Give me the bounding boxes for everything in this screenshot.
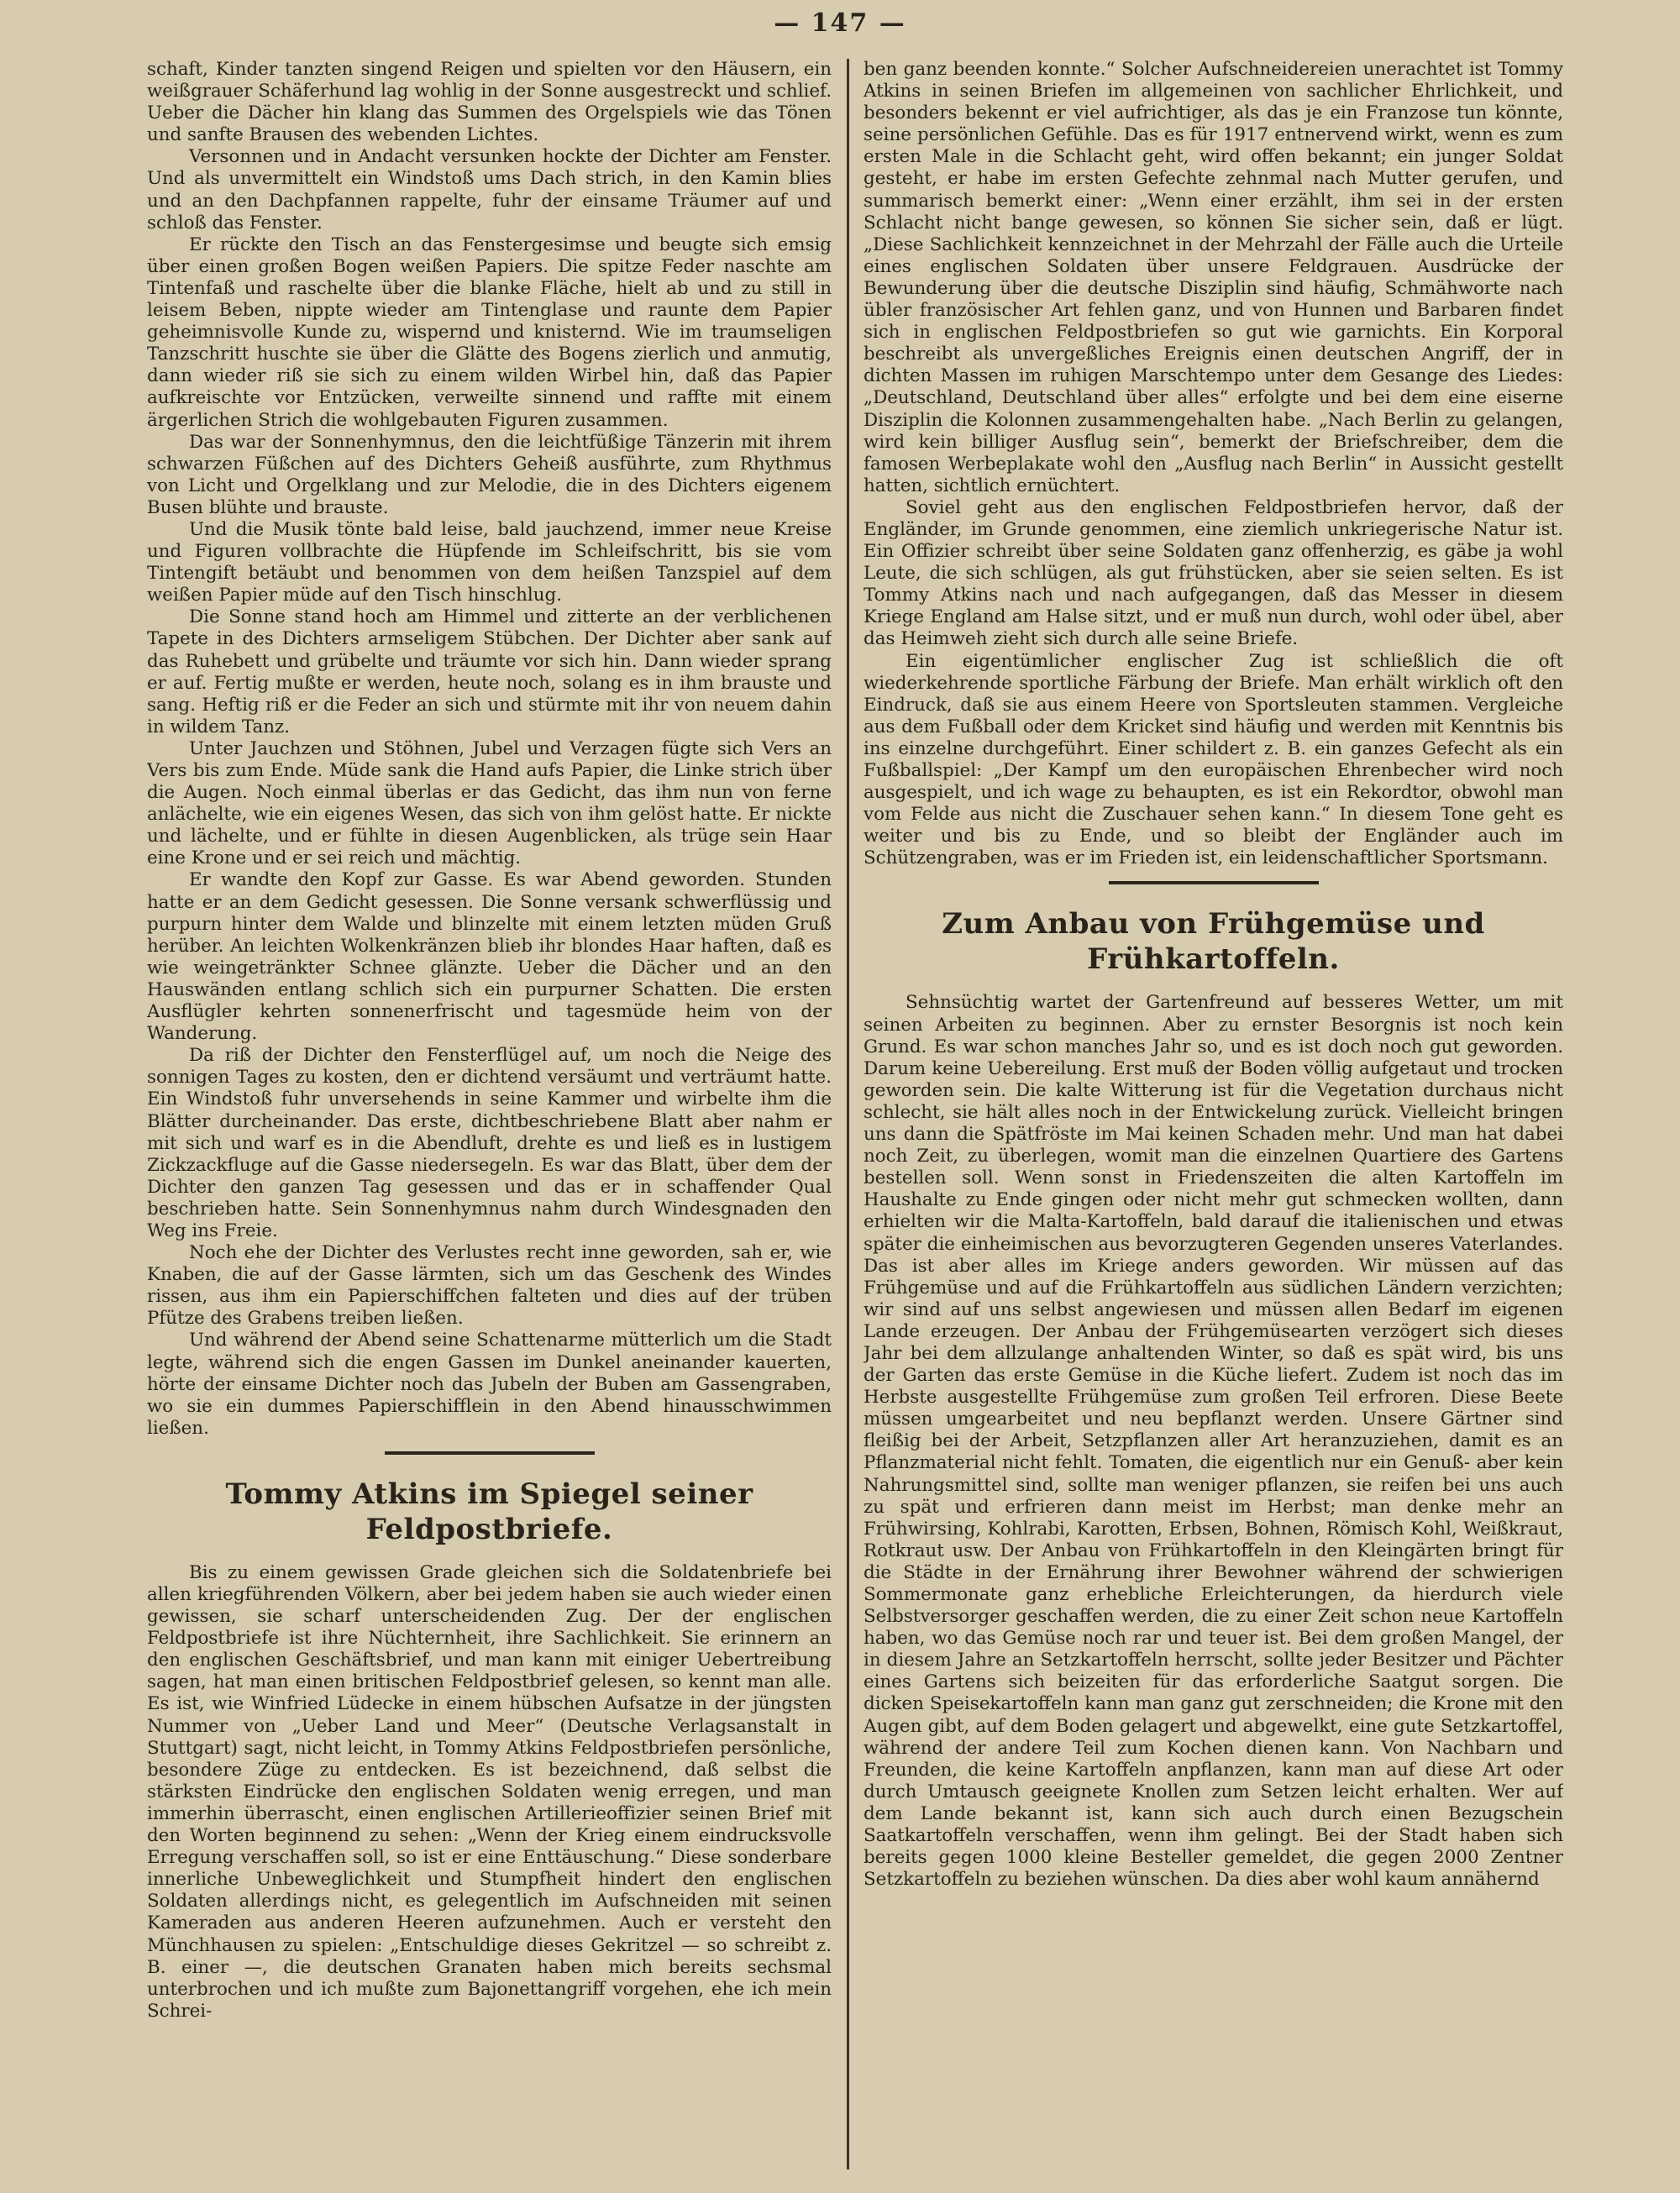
story-paragraph: Da riß der Dichter den Fensterflügel auf, um noch die Neige des sonnigen Tages zu kosten, den er dichtend versäumt und verträumt hatte. Ein Windstoß fuhr unversehends in seine Kammer und wirbelte ihm die Blätter durcheinander. Das erste, dichtbeschriebene Blatt aber nahm er mit sich und warf es in die Abendluft, drehte es und ließ es in lustigem Zickzackfluge auf die Gasse niedersegeln. Es war das Blatt, über dem der Dichter den ganzen Tag gesessen und das er in schaffender Qual beschrieben hatte. Sein Sonnenhymnus nahm durch Windesgnaden den Weg ins Freie. [147, 1045, 832, 1241]
article-paragraph: Sehnsüchtig wartet der Gartenfreund auf besseres Wetter, um mit seinen Arbeiten zu beginnen. Aber zu ernster Besorgnis ist noch kein Grund. Es war schon manches Jahr so, und es ist doch noch gut geworden. Darum keine Uebereilung. Erst muß der Boden völlig aufgetaut und trocken geworden sein. Die kalte Witterung ist für die Vegetation durchaus nicht schlecht, sie hält alles noch in der Entwickelung zurück. Vielleicht bringen uns dann die Spätfröste im Mai keinen Schaden mehr. Und man hat dabei noch Zeit, zu überlegen, womit man die einzelnen Quartiere des Gartens bestellen soll. Wenn sonst in Friedenszeiten die alten Kartoffeln im Haushalte zu Ende gingen oder nicht mehr gut schmecken wollten, dann erhielten wir die Malta-Kartoffeln, bald darauf die italienischen und etwas später die einheimischen aus bevorzugteren Gegenden unseres Vaterlandes. Das ist aber alles im Kriege anders geworden. Wir müssen auf das Frühgemüse und auf die Frühkartoffeln aus südlichen Ländern verzichten; wir sind auf uns selbst angewiesen und müssen allen Bedarf im eigenen Lande erzeugen. Der Anbau der Frühgemüsearten verzögert sich dieses Jahr bei dem allzulange anhaltenden Winter, so daß es spät wird, bis uns der Garten das erste Gemüse in die Küche liefert. Zudem ist noch das im Herbste ausgestellte Frühgemüse zum großen Teil erfroren. Diese Beete müssen umgearbeitet und neu bepflanzt werden. Unsere Gärtner sind fleißig bei der Arbeit, Setzpflanzen aller Art heranzuziehen, damit es an Pflanzmaterial nicht fehlt. Tomaten, die eigentlich nur ein Genuß- aber kein Nahrungsmittel sind, sollte man weniger pflanzen, sie reifen bei uns auch zu spät und erfrieren dann meist im Herbst; man denke mehr an Frühwirsing, Kohlrabi, Karotten, Erbsen, Bohnen, Römisch Kohl, Weißkraut, Rotkraut usw. Der Anbau von Frühkartoffeln in den Kleingärten bringt für die Städte in der Ernährung ihrer Bewohner während der schwierigen Sommermonate ganz erhebliche Erleichterungen, da hierdurch viele Selbstversorger geschaffen werden, die zu einer Zeit schon neue Kartoffeln haben, wo das Gemüse noch rar und teuer ist. Bei dem großen Mangel, der in diesem Jahre an Setzkartoffeln herrscht, sollte jeder Besitzer und Pächter eines Gartens sich beizeiten für das erforderliche Saatgut sorgen. Die dicken Speisekartoffeln kann man ganz gut zerschneiden; die Krone mit den Augen gibt, auf dem Boden gelagert und abgewelkt, eine gute Setzkartoffel, während der andere Teil zum Kochen dienen kann. Von Nachbarn und Freunden, die keine Kartoffeln anpflanzen, kann man auf diese Art oder durch Umtausch geeignete Knollen zum Setzen leicht erhalten. Wer auf dem Lande bekannt ist, kann sich auch durch einen Bezugschein Saatkartoffeln verschaffen, wenn ihm gelingt. Bei der Stadt haben sich bereits gegen 1000 kleine Besteller gemeldet, die gegen 2000 Zentner Setzkartoffeln zu beziehen wünschen. Da dies aber wohl kaum annähernd [864, 992, 1563, 1891]
story-paragraph: Unter Jauchzen und Stöhnen, Jubel und Verzagen fügte sich Vers an Vers bis zum Ende. Müde sank die Hand aufs Papier, die Linke strich über die Augen. Noch einmal überlas er das Gedicht, das ihm nun von ferne anlächelte, wie ein eigenes Wesen, das sich von ihm gelöst hatte. Er nickte und lächelte, und er fühlte in diesen Augenblicken, als trüge sein Haar eine Krone und er sei reich und mächtig. [147, 737, 832, 869]
story-paragraph: Er wandte den Kopf zur Gasse. Es war Abend geworden. Stunden hatte er an dem Gedicht gesessen. Die Sonne versank schwerflüssig und purpurn hinter dem Walde und blinzelte mit einem letzten müden Gruß herüber. An leichten Wolkenkränzen blieb ihr blondes Haar haften, daß es wie weingetränkter Schnee glänzte. Ueber die Dächer und an den Hauswänden entlang schlich sich ein purpurner Schatten. Die ersten Ausflügler kehrten sonnenerfrischt und tagesmüde heim von der Wanderung. [147, 869, 832, 1045]
article-paragraph: ben ganz beenden konnte.“ Solcher Aufschneidereien unerachtet ist Tommy Atkins in seinen Briefen im allgemeinen von sachlicher Ehrlichkeit, und besonders bekennt er viel aufrichtiger, als das je ein Franzose tun könnte, seine persönlichen Gefühle. Das es für 1917 entnervend wirkt, wenn es zum ersten Male in die Schlacht geht, wird offen bekannt; ein junger Soldat gesteht, er habe im ersten Gefechte zehnmal nach Mutter gerufen, und summarisch bemerkt einer: „Wenn einer erzählt, ihm sei in der ersten Schlacht nicht bange gewesen, so können Sie sicher sein, daß er lügt. „Diese Sachlichkeit kennzeichnet in der Mehrzahl der Fälle auch die Urteile eines englischen Soldaten über unsere Feldgrauen. Ausdrücke der Bewunderung über die deutsche Disziplin sind häufig, Schmähworte nach übler französischer Art fehlen ganz, und von Hunnen und Barbaren findet sich in englischen Feldpostbriefen so gut wie garnichts. Ein Korporal beschreibt als unvergeßliches Ereignis einen deutschen Angriff, der in dichten Massen im ruhigen Marschtempo unter dem Gesange des Liedes: „Deutschland, Deutschland über alles“ erfolgte und bei dem eine eiserne Disziplin die Kolonnen zusammengehalten habe. „Nach Berlin zu gelangen, wird kein billiger Ausflug sein“, bemerkt der Briefschreiber, dem die famosen Werbeplakate wohl den „Ausflug nach Berlin“ in Aussicht gestellt hatten, sichtlich ernüchtert. [864, 59, 1563, 496]
article-title-fruehgemuese: Zum Anbau von Frühgemüse und Frühkartoffeln. [942, 907, 1485, 977]
right-column [864, 59, 1563, 2172]
story-paragraph: Versonnen und in Andacht versunken hockte der Dichter am Fenster. Und als unvermittelt ein Windstoß ums Dach strich, in den Kamin blies und an den Dachpfannen rappelte, fuhr der einsame Träumer auf und schloß das Fenster. [147, 146, 832, 233]
story-paragraph: Noch ehe der Dichter des Verlustes recht inne geworden, sah er, wie Knaben, die auf der Gasse lärmten, sich um das Geschenk des Windes rissen, aus ihm ein Papierschiffchen falteten und dies auf der trüben Pfütze des Grabens treiben ließen. [147, 1242, 832, 1330]
story-paragraph: schaft, Kinder tanzten singend Reigen und spielten vor den Häusern, ein weißgrauer Schäferhund lag wohlig in der Sonne ausgestreckt und schlief. Ueber die Dächer hin klang das Summen des Orgelspiels wie das Tönen und sanfte Brausen des webenden Lichtes. [147, 59, 832, 146]
article-paragraph: Bis zu einem gewissen Grade gleichen sich die Soldatenbriefe bei allen kriegführenden Völkern, aber bei jedem haben sie auch wieder einen gewissen, sie scharf unterscheidenden Zug. Der der englischen Feldpostbriefe ist ihre Nüchternheit, ihre Sachlichkeit. Sie erinnern an den englischen Geschäftsbrief, und man kann mit einiger Uebertreibung sagen, hat man einen britischen Feldpostbrief gelesen, so kennt man alle. Es ist, wie Winfried Lüdecke in einem hübschen Aufsatze in der jüngsten Nummer von „Ueber Land und Meer“ (Deutsche Verlagsanstalt in Stuttgart) sagt, nicht leicht, in Tommy Atkins Feldpostbriefen persönliche, besondere Züge zu entdecken. Es ist bezeichnend, daß selbst die stärksten Eindrücke den englischen Soldaten wenig erregen, und man immerhin überrascht, einen englischen Artillerieoffizier seinen Brief mit den Worten beginnend zu sehen: „Wenn der Krieg einem eindrucksvolle Erregung verschaffen soll, so ist er eine Enttäuschung.“ Diese sonderbare innerliche Unbeweglichkeit und Stumpfheit hindert den englischen Soldaten allerdings nicht, es gelegentlich im Aufschneiden mit seinen Kameraden aus anderen Heeren aufzunehmen. Auch er versteht den Münchhausen zu spielen: „Entschuldige dieses Gekritzel — so schreibt z. B. einer —, die deutschen Granaten haben mich bereits sechsmal unterbrochen und ich mußte zum Bajonettangriff vorgehen, ehe ich mein Schrei- [147, 1561, 832, 2022]
story-paragraph: Und während der Abend seine Schattenarme mütterlich um die Stadt legte, während sich die engen Gassen im Dunkel aneinander kauerten, hörte der einsame Dichter noch das Jubeln der Buben am Gassengraben, wo sie ein dummes Papierschifflein in den Abend hinausschwimmen ließen. [147, 1330, 832, 1439]
page-number: — 147 — [774, 8, 906, 38]
article-paragraph: Soviel geht aus den englischen Feldpostbriefen hervor, daß der Engländer, im Grunde genommen, eine ziemlich unkriegerische Natur ist. Ein Offizier schreibt über seine Soldaten ganz offenherzig, es gäbe ja wohl Leute, die sich schlügen, als gut frühstücken, aber sie seien selten. Es ist Tommy Atkins nach und nach aufgegangen, daß das Messer in diesem Kriege England am Halse sitzt, und er muß nun durch, wohl oder übel, aber das Heimweh zieht sich durch alle seine Briefe. [864, 496, 1563, 650]
article-paragraph: Ein eigentümlicher englischer Zug ist schließlich die oft wiederkehrende sportliche Färbung der Briefe. Man erhält wirklich oft den Eindruck, daß sie aus einem Heere von Sportsleuten stammen. Vergleiche aus dem Fußball oder dem Kricket sind häufig und werden mit Kenntnis bis ins einzelne durchgeführt. Einer schildert z. B. ein ganzes Gefecht als ein Fußballspiel: „Der Kampf um den europäischen Ehrenbecher wird noch ausgespielt, und ich wage zu behaupten, es ist ein Rekordtor, obwohl man vom Felde aus nicht die Zuschauer sehen kann.“ In diesem Tone geht es weiter und bis zu Ende, und so bleibt der Engländer auch im Schützengraben, was er im Frieden ist, ein leidenschaftlicher Sportsmann. [864, 650, 1563, 869]
story-paragraph: Er rückte den Tisch an das Fenstergesimse und beugte sich emsig über einen großen Bogen weißen Papiers. Die spitze Feder naschte am Tintenfaß und raschelte über die blanke Fläche, hielt ab und zu still in leisem Beben, nippte wieder am Tintenglase und raunte dem Papier geheimnisvolle Kunde zu, wispernd und knisternd. Wie im traumseligen Tanzschritt huschte sie über die Glätte des Bogens zierlich und anmutig, dann wieder riß sie sich zu einem wilden Wirbel hin, daß das Papier aufkreischte vor Entzücken, verweilte sinnend und raffte mit einem ärgerlichen Strich die wohlgebauten Figuren zusammen. [147, 233, 832, 431]
column-divider [847, 59, 849, 2169]
section-rule [385, 1451, 595, 1455]
section-rule [1109, 881, 1319, 884]
left-column [147, 59, 832, 2172]
article-title-tommy-atkins: Tommy Atkins im Spiegel seiner Feldpostbriefe. [225, 1477, 753, 1546]
story-paragraph: Das war der Sonnenhymnus, den die leichtfüßige Tänzerin mit ihrem schwarzen Füßchen auf des Dichters Geheiß ausführte, zum Rhythmus von Licht und Orgelklang und zur Melodie, die in des Dichters eigenem Busen blühte und brauste. [147, 431, 832, 518]
story-paragraph: Und die Musik tönte bald leise, bald jauchzend, immer neue Kreise und Figuren vollbrachte die Hüpfende im Schleifschritt, bis sie vom Tintengift betäubt und benommen von dem heißen Tanzspiel auf dem weißen Papier müde auf den Tisch hinschlug. [147, 518, 832, 606]
story-paragraph: Die Sonne stand hoch am Himmel und zitterte an der verblichenen Tapete in des Dichters armseligem Stübchen. Der Dichter aber sank auf das Ruhebett und grübelte und träumte vor sich hin. Dann wieder sprang er auf. Fertig mußte er werden, heute noch, solang es in ihm brauste und sang. Heftig riß er die Feder an sich und stürmte mit ihr von neuem dahin in wildem Tanz. [147, 606, 832, 737]
